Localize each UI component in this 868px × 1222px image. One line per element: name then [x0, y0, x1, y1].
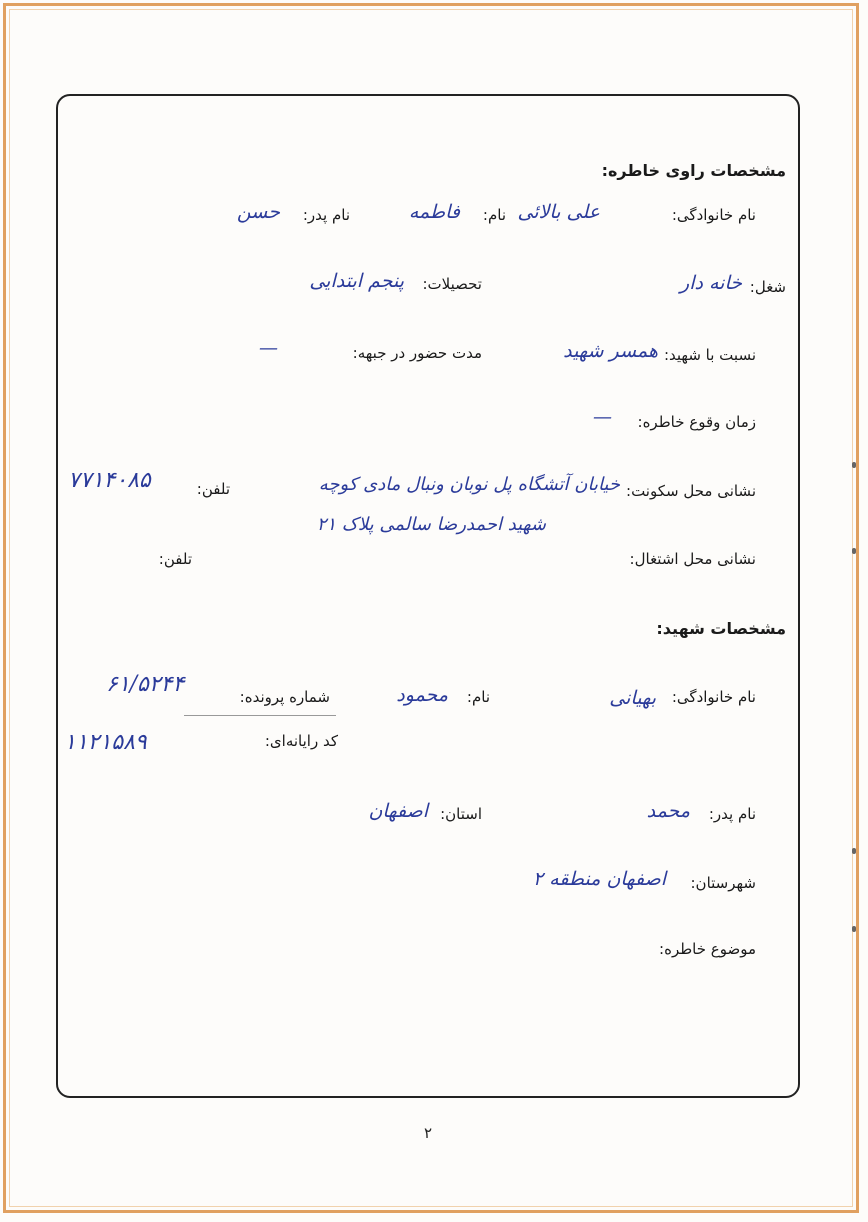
narrator-work-phone-label: تلفن:	[158, 550, 192, 568]
narrator-family-label: نام خانوادگی:	[671, 206, 756, 224]
martyr-memory-subject-label: موضوع خاطره:	[659, 940, 756, 958]
margin-mark	[852, 462, 856, 468]
narrator-name-label: نام:	[482, 206, 506, 224]
martyr-father-label: نام پدر:	[708, 805, 756, 823]
narrator-name-value: فاطمه	[408, 201, 460, 223]
margin-mark	[852, 848, 856, 854]
narrator-home-phone-label: تلفن:	[196, 480, 230, 498]
narrator-family-value: علی بالائی	[517, 201, 600, 223]
narrator-home-address-label: نشانی محل سکونت:	[626, 482, 756, 500]
martyr-family-label: نام خانوادگی:	[671, 688, 756, 706]
narrator-front-duration-value: —	[259, 337, 278, 359]
martyr-family-value: بهیانی	[609, 687, 656, 709]
narrator-father-value: حسن	[236, 201, 280, 223]
narrator-education-value: پنجم ابتدایی	[309, 270, 404, 292]
narrator-memory-time-value: —	[593, 406, 612, 428]
narrator-work-address-label: نشانی محل اشتغال:	[629, 550, 756, 568]
martyr-computer-code-value: ۱۱۲۱۵۸۹	[64, 730, 147, 755]
narrator-education-label: تحصیلات:	[422, 275, 482, 293]
martyr-heading: مشخصات شهید:	[656, 619, 786, 638]
narrator-heading: مشخصات راوی خاطره:	[601, 161, 786, 180]
martyr-father-value: محمد	[646, 800, 690, 822]
narrator-front-duration-label: مدت حضور در جبهه:	[352, 344, 482, 362]
martyr-file-number-label: شماره پرونده:	[239, 688, 330, 706]
narrator-relation-label: نسبت با شهید:	[663, 346, 756, 364]
martyr-name-value: محمود	[396, 684, 448, 706]
martyr-province-value: اصفهان	[368, 800, 428, 822]
file-number-underline	[184, 715, 336, 716]
narrator-home-address-value-line2: شهید احمدرضا سالمی پلاک ۲۱	[316, 514, 546, 535]
narrator-memory-time-label: زمان وقوع خاطره:	[637, 413, 756, 431]
narrator-job-label: شغل:	[749, 278, 786, 296]
margin-mark	[852, 548, 856, 554]
page-number: ۲	[424, 1124, 433, 1142]
martyr-computer-code-label: کد رایانه‌ای:	[264, 732, 338, 750]
martyr-name-label: نام:	[466, 688, 490, 706]
narrator-relation-value: همسر شهید	[563, 340, 658, 362]
martyr-city-value: اصفهان منطقه ۲	[532, 868, 666, 890]
martyr-file-number-value: ۶۱/۵۲۴۴	[106, 672, 185, 697]
martyr-province-label: استان:	[440, 805, 482, 823]
narrator-job-value: خانه دار	[680, 272, 742, 294]
margin-mark	[852, 926, 856, 932]
martyr-city-label: شهرستان:	[690, 874, 756, 892]
narrator-home-phone-value: ۷۷۱۴۰۸۵	[68, 468, 151, 493]
narrator-father-label: نام پدر:	[302, 206, 350, 224]
narrator-home-address-value-line1: خیابان آتشگاه پل نوبان ونبال مادی کوچه	[318, 474, 620, 495]
